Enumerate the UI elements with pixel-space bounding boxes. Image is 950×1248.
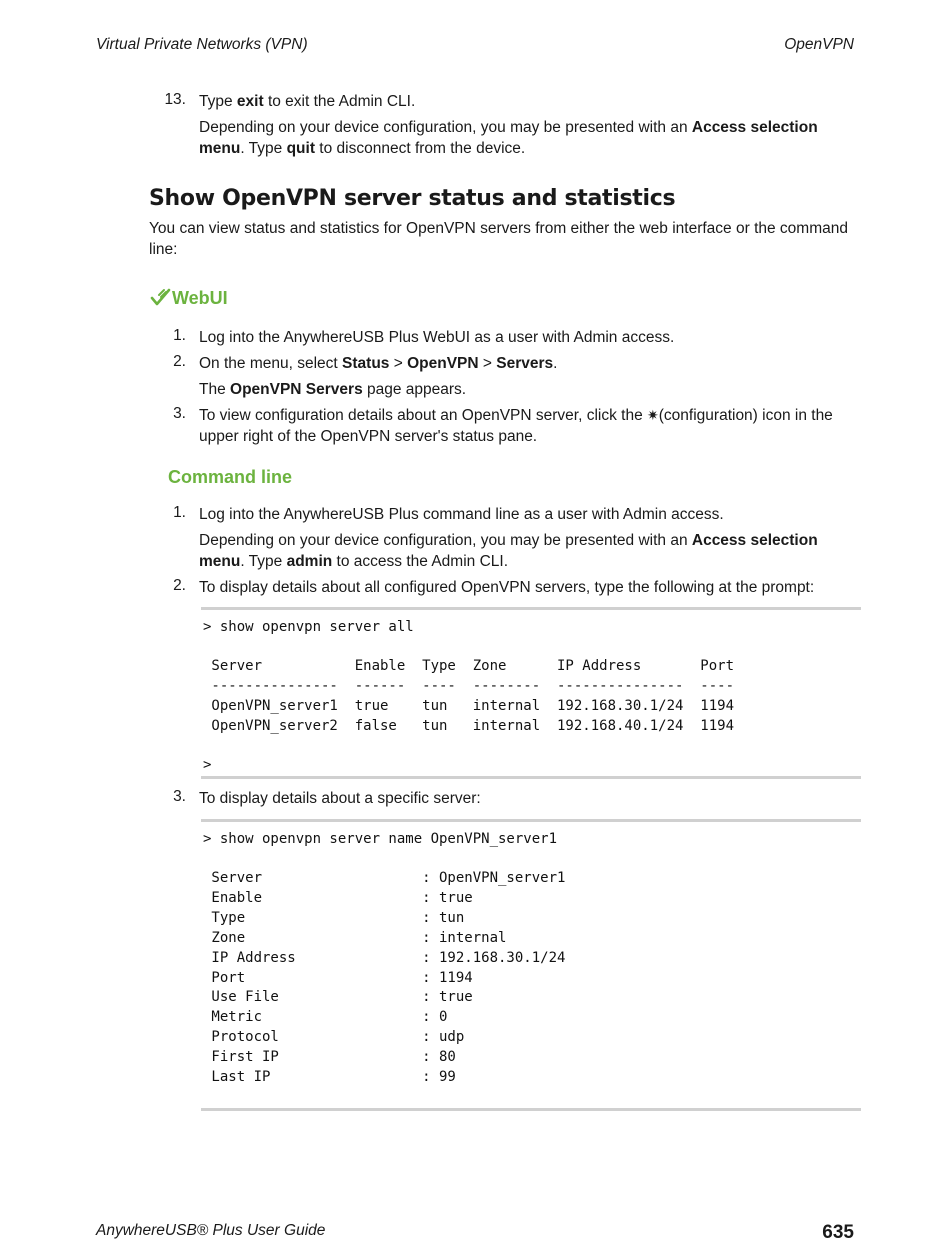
cli-step-1-note: Depending on your device configuration, you may be presented with an Access selection menu. Type admin to access the Admin CLI. [199, 532, 818, 570]
running-header-right: OpenVPN [784, 36, 854, 53]
code-line: Last IP : 99 [203, 1069, 456, 1085]
code-line: --------------- ------ ---- -------- --------------- ---- [203, 678, 735, 694]
webui-step-2-note: The OpenVPN Servers page appears. [199, 381, 467, 398]
step-number: 2. [173, 577, 186, 594]
section-title: Show OpenVPN server status and statistics [149, 186, 676, 211]
step-number: 3. [173, 405, 186, 422]
code-block-show-all [201, 607, 861, 779]
code-line: Server : OpenVPN_server1 [203, 870, 566, 886]
code-line: Zone : internal [203, 930, 507, 946]
code-line: Type : tun [203, 910, 465, 926]
step-number: 13. [164, 91, 186, 108]
step-number: 1. [173, 504, 186, 521]
code-line: > [203, 757, 212, 773]
page-number: 635 [822, 1222, 854, 1243]
code-line: Protocol : udp [203, 1029, 465, 1045]
code-line: Metric : 0 [203, 1009, 448, 1025]
cli-step-2: To display details about all configured OpenVPN servers, type the following at the prompt: [199, 579, 815, 596]
code-line: Enable : true [203, 890, 473, 906]
cli-step-1: Log into the AnywhereUSB Plus command line as a user with Admin access. [199, 506, 724, 523]
webui-step-3: To view configuration details about an OpenVPN server, click the ✷(configuration) icon in the upper right of the OpenVPN server's status pane. [199, 407, 833, 445]
step-number: 3. [173, 788, 186, 805]
step-number: 1. [173, 327, 186, 344]
gear-icon: ✷ [647, 407, 659, 423]
footer-title: AnywhereUSB® Plus User Guide [96, 1222, 326, 1239]
code-line: > show openvpn server all [203, 619, 414, 635]
running-header-left: Virtual Private Networks (VPN) [96, 36, 308, 53]
code-line: OpenVPN_server2 false tun internal 192.168.40.1/24 1194 [203, 718, 735, 734]
code-line: IP Address : 192.168.30.1/24 [203, 950, 566, 966]
step-number: 2. [173, 353, 186, 370]
code-line: Server Enable Type Zone IP Address Port [203, 658, 735, 674]
webui-step-1: Log into the AnywhereUSB Plus WebUI as a user with Admin access. [199, 329, 675, 346]
webui-label: WebUI [172, 288, 228, 308]
code-line: Use File : true [203, 989, 473, 1005]
command-line-heading: Command line [168, 467, 293, 487]
step-13-note: Depending on your device configuration, you may be presented with an Access selection menu. Type quit to disconnect from the device. [199, 119, 818, 157]
webui-step-2: On the menu, select Status > OpenVPN > Servers. [199, 355, 558, 372]
code-line: Port : 1194 [203, 970, 473, 986]
webui-heading [150, 287, 228, 309]
code-block-show-server [201, 819, 861, 1111]
cli-step-3: To display details about a specific server: [199, 790, 481, 807]
section-intro: You can view status and statistics for OpenVPN servers from either the web interface or the command line: [149, 220, 848, 258]
code-line: OpenVPN_server1 true tun internal 192.168.30.1/24 1194 [203, 698, 735, 714]
code-line: First IP : 80 [203, 1049, 456, 1065]
webui-check-icon [150, 287, 172, 309]
code-line: > show openvpn server name OpenVPN_server1 [203, 831, 558, 847]
step-13-text: Type exit to exit the Admin CLI. [199, 93, 416, 110]
